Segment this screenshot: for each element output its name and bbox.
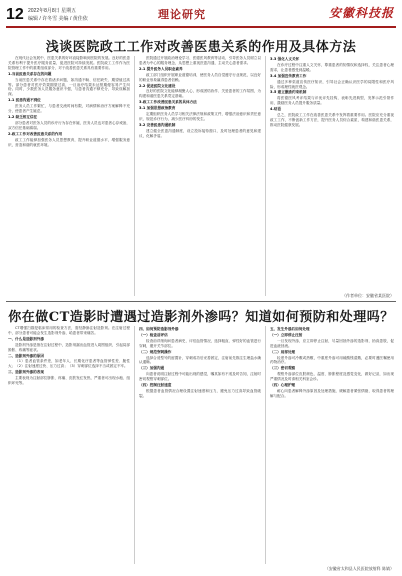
subheading: 1.2 缺乏相互信任 bbox=[8, 114, 38, 119]
paragraph: 当前医患关系中存在着诸多问题，如沟通不畅、信任缺失、期望值过高等。部分患者对医疗效果期望过高，一旦治疗结果未达预期便容易产生纠纷。同时，少数医务人员服务意识不强，与患者沟通不够充分，导致误解加深。 bbox=[8, 77, 130, 97]
paragraph: 定期组织医务人员学习相关法律法规和政策文件，增强法治意识和责任意识，规范诊疗行为，减少医疗纠纷的发生。 bbox=[139, 112, 261, 121]
article2-byline: （安徽省太和县人民医院放射科 陈婧） bbox=[324, 566, 394, 571]
subheading: （四）控制注射速度 bbox=[139, 383, 172, 388]
subheading: 3.政工工作改善医患关系的具体方法 bbox=[139, 100, 197, 105]
article2-column-3 bbox=[270, 326, 394, 566]
paragraph: 将医德医风考评结果与评优评先挂钩，表彰先进典型，发挥示范引领作用，激励医务人员提升服务质量。 bbox=[270, 96, 394, 106]
subheading: （二）规范穿刺操作 bbox=[139, 349, 172, 354]
header-rule bbox=[6, 26, 396, 28]
editor-credits: 编辑 / 许冬雪 美编 / 黄佳依 bbox=[28, 16, 88, 22]
subheading: 3.1 加强思想政治教育 bbox=[139, 106, 176, 111]
article2-column-2 bbox=[139, 326, 261, 566]
newspaper-logo: 安徽科技报 bbox=[328, 6, 394, 20]
column-separator bbox=[265, 326, 266, 564]
paragraph: 主要表现为注射部位肿胀、疼痛、皮肤发红发热，严重者可出现水疱、组织坏死等。 bbox=[8, 376, 130, 386]
paragraph: （1）患者血管条件差，如老年人、长期化疗患者等血管弹性差、脆性大；（2）注射速度过快、压力过高；（3）穿刺部位选择不当或固定不牢。 bbox=[8, 359, 130, 369]
paragraph: CT增强扫描是临床常用的检查方法，需经静脉注射造影剂。在注射过程中，部分患者可能会发生造影剂外渗，给患者带来痛苦。 bbox=[8, 326, 130, 335]
paragraph: 造影剂外渗是指在注射过程中，造影剂漏出血管进入周围组织，引起局部肿胀、疼痛等症状。 bbox=[8, 342, 130, 352]
article1-column-2 bbox=[139, 56, 261, 300]
subheading: （二）局部处理 bbox=[270, 349, 296, 354]
column-separator bbox=[134, 326, 135, 564]
subheading: （三）加强沟通 bbox=[139, 366, 165, 371]
subheading: 1.1 医患沟通不到位 bbox=[8, 98, 41, 103]
subheading: 四、如何预防造影剂外渗 bbox=[139, 327, 179, 331]
column-separator bbox=[265, 56, 266, 296]
subheading: 1.当前医患关系存在的问题 bbox=[8, 71, 52, 76]
subheading: 3.2 完善医患沟通机制 bbox=[139, 122, 176, 127]
subheading: 五、发生外渗后如何处理 bbox=[270, 327, 310, 331]
paragraph: 检查前详细询问患者病史，评估血管情况，选择粗直、弹性好的血管进行穿刺，避开关节部位。 bbox=[139, 338, 261, 348]
article1-title: 浅谈医院政工工作对改善医患关系的作用及具体方法 bbox=[45, 40, 357, 55]
paragraph: 医务人员工作繁忙，与患者交流时间有限，对病情和治疗方案解释不充分，使患者产生疑虑。 bbox=[8, 104, 130, 114]
article1-byline: （作者单位：安徽省某医院） bbox=[342, 293, 394, 298]
paragraph: 选择合适型号的留置针，穿刺成功后妥善固定，注射前先推注生理盐水确认通畅。 bbox=[139, 355, 261, 365]
subheading: （一）立即停止注射 bbox=[270, 332, 303, 337]
paragraph: 医院通过开展政治理论学习、医德医风教育等活动，引导医务人员树立以患者为中心的服务理念，从思想上重视医患沟通，主动关心患者需求。 bbox=[139, 56, 261, 65]
paragraph: 一旦发现外渗，应立即停止注射，尽量回抽外渗的造影剂，抬高患肢，促进血液回流。 bbox=[270, 338, 394, 348]
paragraph: 耐心向患者解释外渗原因及处理措施，缓解患者紧张情绪，取得患者的理解与配合。 bbox=[270, 388, 394, 398]
page-number: 12 bbox=[6, 6, 24, 23]
paragraph: 政工部门组织开展职业道德培训，使医务人员自觉遵守行业规范，以良好的职业形象赢得患者信赖。 bbox=[139, 72, 261, 82]
subheading: 三、造影剂外渗的表现 bbox=[8, 370, 44, 375]
issue-date: 2022年8月8日 星期五 bbox=[28, 8, 77, 14]
section-title: 理论研究 bbox=[158, 8, 206, 21]
subheading: （四）心理护理 bbox=[270, 383, 296, 388]
column-separator bbox=[134, 56, 135, 296]
page-header bbox=[0, 0, 402, 30]
article2-title: 你在做CT造影时遭遇过造影剂外渗吗？知道如何预防和处理吗？ bbox=[8, 310, 394, 325]
subheading: （一）检查前评估 bbox=[139, 332, 168, 337]
paragraph: 通过多种渠道宣传医疗知识，引导社会正确认识医学的局限性和医疗风险，形成理性就医观念。 bbox=[270, 79, 394, 89]
paragraph: 良好的医院文化能够凝聚人心，形成团结协作、关爱患者的工作氛围，为构建和谐医患关系奠定基础。 bbox=[139, 89, 261, 99]
paragraph: 建立健全医患沟通制度，设立投诉接待窗口，及时处理患者的意见和建议，化解矛盾。 bbox=[139, 128, 261, 138]
paragraph: 政工工作能够加强医务人员思想教育，提升职业道德水平，增强服务意识，营造和谐的就医环境。 bbox=[8, 137, 130, 147]
article2-column-1 bbox=[8, 326, 130, 566]
subheading: 4.结语 bbox=[270, 107, 282, 112]
subheading: 2.1 提升医务人员职业素养 bbox=[139, 66, 183, 71]
subheading: 3.4 加强宣传教育工作 bbox=[270, 73, 307, 78]
paragraph: 轻度外渗可冷敷或热敷，中重度外渗可用硫酸镁湿敷，必要时遵医嘱使用药物治疗。 bbox=[270, 355, 394, 365]
article1-column-3 bbox=[270, 56, 394, 300]
paragraph: 部分患者对医务人员的诊疗行为存在怀疑，医务人员也对患者心存戒备，双方信任基础薄弱。 bbox=[8, 120, 130, 130]
subheading: 3.5 建立激励约束机制 bbox=[270, 90, 307, 95]
paragraph: 在现代社会发展中，医患关系的好坏直接影响到医院的发展。良好的医患关系有利于提升医疗服务质量，促进医院可持续发展。医院政工工作作为医院管理工作中的重要组成部分，对于改善医患关系具有重要作用。 bbox=[8, 56, 130, 70]
paragraph: 观察外渗部位皮肤颜色、温度、肿胀程度及感觉变化，做好记录，如出现严重情况及时请相关科室会诊。 bbox=[270, 372, 394, 382]
paragraph: 在诊疗过程中注重人文关怀，尊重患者的知情权和选择权，关注患者心理需求，让患者感受到温暖。 bbox=[270, 62, 394, 72]
subheading: 一、什么是造影剂外渗 bbox=[8, 336, 44, 341]
paragraph: 向患者说明注射过程中可能出现的感觉，嘱其如有不适及时告知，注射时密切观察穿刺部位。 bbox=[139, 372, 261, 382]
paragraph: 根据患者血管情况合理设置注射速度和压力，避免压力过高导致血管破裂。 bbox=[139, 388, 261, 398]
subheading: 3.3 强化人文关怀 bbox=[270, 57, 300, 61]
subheading: 2.政工工作对改善医患关系的作用 bbox=[8, 131, 63, 136]
subheading: 二、造影剂外渗的原因 bbox=[8, 353, 44, 358]
subheading: （三）密切观察 bbox=[270, 366, 296, 371]
article1-column-1 bbox=[8, 56, 130, 300]
subheading: 2.2 促进医院文化建设 bbox=[139, 83, 176, 88]
paragraph: 总之，医院政工工作在改善医患关系中发挥着重要作用。医院应充分重视政工工作，不断创新工作方法，提升医务人员综合素质，构建和谐医患关系，推动医院健康发展。 bbox=[270, 113, 394, 127]
article-divider bbox=[6, 301, 396, 302]
